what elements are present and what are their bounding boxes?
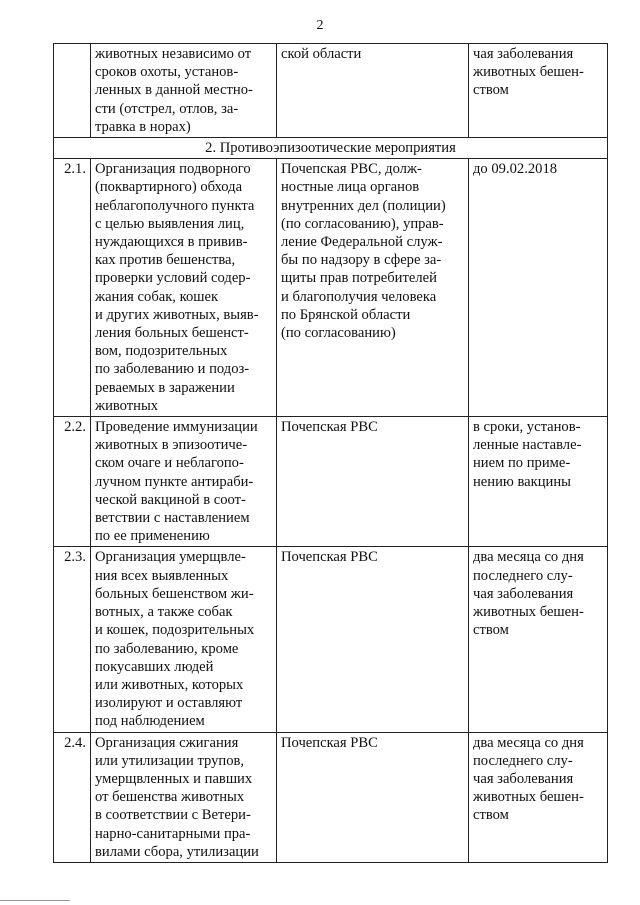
text-line: вилами сбора, утилизации: [95, 843, 259, 860]
text-line: по ее применению: [95, 528, 210, 545]
measure-cell: [91, 547, 277, 732]
text-line: Почепская РВС: [281, 419, 378, 436]
measure-cell: [91, 417, 277, 547]
section-row: [54, 138, 608, 159]
text-line: ческой вакциной в соот-: [95, 491, 246, 508]
deadline-cell: [469, 547, 608, 732]
measure-cell: [91, 44, 277, 138]
text-line: чая заболевания: [473, 585, 574, 602]
text-line: под наблюдением: [95, 713, 205, 730]
text-line: в соответствии с Ветери-: [95, 807, 251, 824]
text-line: ском очаге и неблагопо-: [95, 455, 244, 472]
text-line: умерщвленных и павших: [95, 770, 253, 787]
text-line: внутренних дел (полиции): [281, 197, 446, 214]
table-row: [54, 159, 608, 417]
text-line: ностные лица органов: [281, 179, 420, 196]
text-line: животных бешен-: [473, 604, 584, 621]
text-line: или утилизации трупов,: [95, 752, 245, 769]
text-line: Почепская РВС: [281, 549, 378, 566]
text-line: ветствии с наставлением: [95, 510, 250, 527]
text-line: жания собак, кошек: [95, 288, 219, 305]
row-number-cell: [54, 44, 91, 138]
text-line: щиты прав потребителей: [281, 270, 437, 287]
text-line: ской области: [281, 46, 362, 62]
text-line: Почепская РВС, долж-: [281, 161, 422, 178]
text-line: реваемых в заражении: [95, 379, 235, 396]
text-line: ния всех выявленных: [95, 567, 229, 584]
text-line: по Брянской области: [281, 306, 411, 323]
text-line: сти (отстрел, отлов, за-: [95, 100, 239, 117]
text-line: Организация сжигания: [95, 734, 239, 751]
row-number: 2.4.: [54, 732, 91, 862]
measure-cell: [91, 159, 277, 417]
text-line: сроков охоты, установ-: [95, 64, 239, 81]
text-line: ках против бешенства,: [95, 252, 236, 269]
text-line: животных бешен-: [473, 64, 584, 81]
text-line: животных независимо от: [95, 46, 252, 62]
text-line: чая заболевания: [473, 770, 574, 787]
text-line: проверки условий содер-: [95, 270, 251, 287]
text-line: ленные наставле-: [473, 437, 582, 454]
text-line: ством: [473, 622, 509, 639]
executor-cell: [277, 44, 469, 138]
text-line: от бешенства животных: [95, 789, 245, 806]
text-line: неблагополучного пункта: [95, 197, 255, 214]
text-line: травка в норах): [95, 118, 191, 135]
text-line: Почепская РВС: [281, 734, 378, 751]
page-edge-divider: [0, 900, 70, 901]
text-line: по заболеванию и подоз-: [95, 361, 250, 378]
text-line: вом, подозрительных: [95, 343, 228, 360]
text-line: два месяца со дня: [473, 734, 584, 751]
text-line: нению вакцины: [473, 473, 571, 490]
text-line: ством: [473, 807, 509, 824]
deadline-cell: [469, 732, 608, 862]
table-row: [54, 547, 608, 732]
table-row: [54, 732, 608, 862]
text-line: нием по приме-: [473, 455, 571, 472]
text-line: бы по надзору в сфере за-: [281, 252, 442, 269]
executor-cell: [277, 159, 469, 417]
text-line: лучном пункте антираби-: [95, 473, 254, 490]
text-line: или животных, которых: [95, 676, 244, 693]
text-line: нуждающихся в привив-: [95, 234, 248, 251]
text-line: ством: [473, 82, 509, 99]
text-line: в сроки, установ-: [473, 419, 581, 436]
page-number: 2: [316, 18, 324, 33]
text-line: Проведение иммунизации: [95, 419, 258, 436]
text-line: животных: [95, 397, 159, 414]
text-line: (по согласованию): [281, 325, 396, 342]
deadline-cell: [469, 44, 608, 138]
deadline-cell: [469, 417, 608, 547]
text-line: изолируют и оставляют: [95, 695, 243, 712]
text-line: и кошек, подозрительных: [95, 622, 255, 639]
executor-cell: [277, 417, 469, 547]
text-line: два месяца со дня: [473, 549, 584, 566]
text-line: и других животных, выяв-: [95, 306, 259, 323]
text-line: ленных в данной местно-: [95, 82, 253, 99]
text-line: животных в эпизоотиче-: [95, 437, 248, 454]
row-number: 2.1.: [54, 159, 91, 417]
text-line: последнего слу-: [473, 752, 573, 769]
table-row: [54, 417, 608, 547]
text-line: ление Федеральной служ-: [281, 234, 443, 251]
text-line: с целью выявления лиц,: [95, 215, 245, 232]
text-line: по заболеванию, кроме: [95, 640, 239, 657]
table-row-carryover: [54, 44, 608, 138]
text-line: больных бешенством жи-: [95, 585, 254, 602]
text-line: Организация умерщвле-: [95, 549, 246, 566]
text-line: Организация подворного: [95, 161, 251, 178]
text-line: ления больных бешенст-: [95, 325, 249, 342]
measures-table: [53, 43, 608, 863]
text-line: до 09.02.2018: [473, 161, 558, 178]
text-line: последнего слу-: [473, 567, 573, 584]
text-line: нарно-санитарными пра-: [95, 825, 251, 842]
text-line: и благополучия человека: [281, 288, 437, 305]
executor-cell: [277, 547, 469, 732]
text-line: (по согласованию), управ-: [281, 215, 444, 232]
row-number: 2.2.: [54, 417, 91, 547]
measure-cell: [91, 732, 277, 862]
section-title: 2. Противоэпизоотические мероприятия: [54, 138, 608, 159]
text-line: чая заболевания: [473, 46, 574, 62]
text-line: (поквартирного) обхода: [95, 179, 243, 196]
executor-cell: [277, 732, 469, 862]
text-line: вотных, а также собак: [95, 604, 233, 621]
text-line: животных бешен-: [473, 789, 584, 806]
row-number: 2.3.: [54, 547, 91, 732]
deadline-cell: [469, 159, 608, 417]
text-line: покусавших людей: [95, 658, 214, 675]
